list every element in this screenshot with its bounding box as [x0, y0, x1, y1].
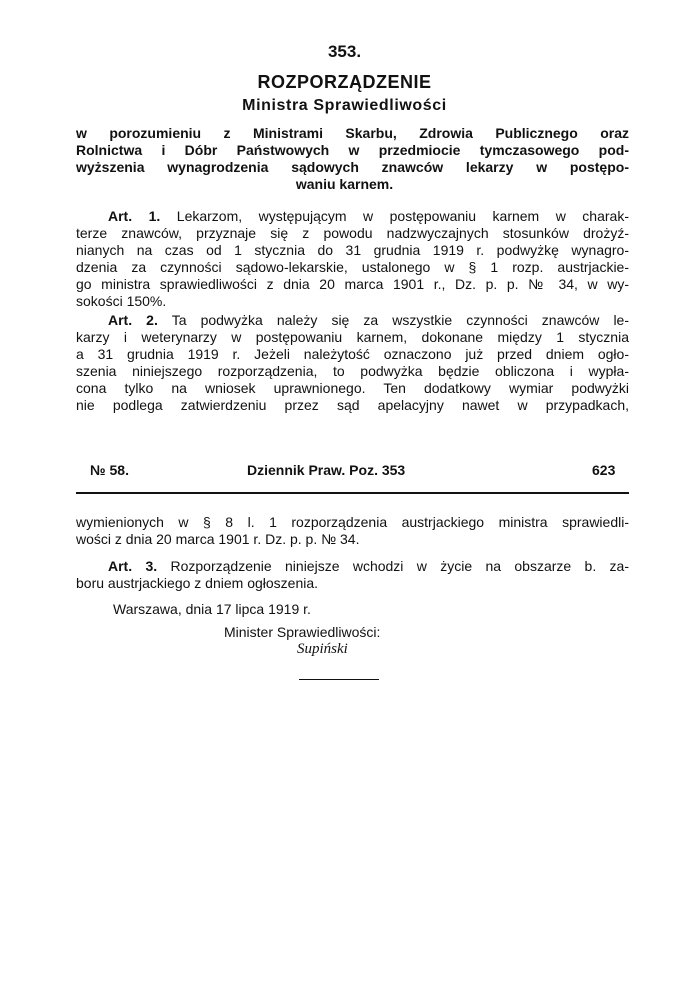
continuation-line: wymienionych w § 8 l. 1 rozporządzenia austrjackiego ministra sprawiedli- — [76, 514, 629, 530]
art1-line: dzenia za czynności sądowo-lekarskie, ustalonego w § 1 rozp. austrjackie- — [76, 259, 629, 275]
art3-first-line — [108, 558, 629, 575]
art2-line: szenia niniejszego rozporządzenia, to podwyżka będzie obliczona i wypła- — [76, 363, 629, 379]
art1-line: sokości 150%. — [76, 293, 167, 309]
art1-first-line — [108, 208, 629, 225]
decree-number: 353. — [327, 42, 362, 61]
signatory-title: Minister Sprawiedliwości: — [224, 624, 381, 640]
place-date: Warszawa, dnia 17 lipca 1919 r. — [113, 601, 311, 617]
continuation-line: wości z dnia 20 marca 1901 r. Dz. p. p. № 34. — [76, 531, 360, 547]
art1-line: nianych na czas od 1 stycznia do 31 grudnia 1919 r. podwyżkę wynagro- — [76, 242, 629, 258]
signature: Supiński — [297, 641, 348, 657]
art3-first-text: Rozporządzenie niniejsze wchodzi w życie na obszarze b. za- — [170, 558, 630, 574]
art2-line: a 31 grudnia 1919 r. Jeżeli należytość oznaczono już przed dniem ogło- — [76, 346, 629, 362]
art2-first-text: Ta podwyżka należy się za wszystkie czynności znawców le- — [171, 312, 630, 328]
art2-label: Art. 2. — [108, 312, 158, 328]
issue-number: № 58. — [90, 462, 129, 478]
decree-subtitle: Ministra Sprawiedliwości — [242, 97, 447, 114]
art2-line: nie podlega zatwierdzeniu przez sąd apelacyjny nawet w przypadkach, — [76, 397, 629, 413]
art2-first-line — [108, 312, 629, 329]
art2-line: karzy i weterynarzy w postępowaniu karnem, dokonane między 1 stycznia — [76, 329, 629, 345]
intro-line: w porozumieniu z Ministrami Skarbu, Zdrowia Publicznego oraz — [76, 125, 629, 141]
intro-line: waniu karnem. — [295, 176, 394, 192]
art3-line: boru austrjackiego z dniem ogłoszenia. — [76, 575, 319, 591]
art1-first-text: Lekarzom, występującym w postępowaniu karnem w charak- — [176, 208, 629, 224]
decree-title: ROZPORZĄDZENIE — [257, 72, 432, 92]
art1-line: terze znawców, przyznaje się z powodu nadzwyczajnych stosunków drożyź- — [76, 225, 629, 241]
page-number: 623 — [592, 462, 616, 478]
header-rule — [76, 492, 629, 494]
art1-line: go ministra sprawiedliwości z dnia 20 marca 1901 r., Dz. p. p. № 34, w wy- — [76, 276, 629, 292]
intro-line: wyższenia wynagrodzenia sądowych znawców lekarzy w postępo- — [76, 159, 629, 175]
intro-line: Rolnictwa i Dóbr Państwowych w przedmiocie tymczasowego pod- — [76, 142, 629, 158]
art2-line: cona tylko na wniosek uprawnionego. Ten dodatkowy wymiar podwyżki — [76, 380, 629, 396]
closing-rule — [299, 679, 379, 680]
running-head-title: Dziennik Praw. Poz. 353 — [247, 462, 406, 478]
art1-label: Art. 1. — [108, 208, 161, 224]
art3-label: Art. 3. — [108, 558, 158, 574]
